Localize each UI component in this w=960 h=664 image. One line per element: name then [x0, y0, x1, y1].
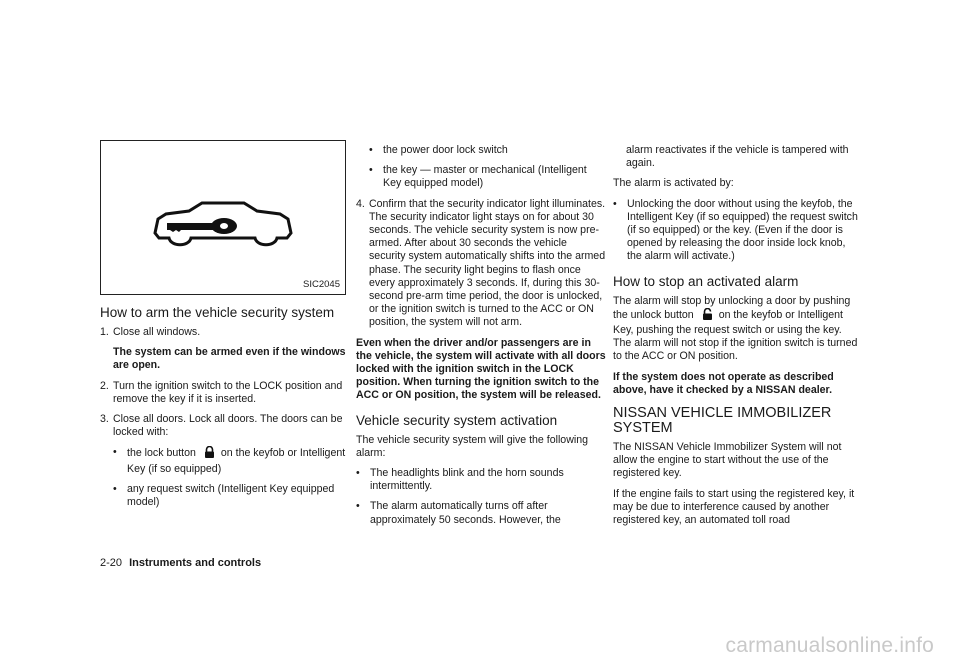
warning-paragraph: Even when the driver and/or passengers are in the vehicle, the system will activate with all doors locked with the ignition switch in the LOCK position. When turning the ignition switch to the ACC or ON position, the system will be released.: [356, 336, 606, 402]
step-3: 3. Close all doors. Lock all doors. The doors can be locked with:: [100, 413, 343, 439]
step-1: 1. Close all windows.: [100, 326, 201, 338]
list-item: • the key — master or mechanical (Intelligent Key equipped model): [369, 164, 587, 190]
page-number: 2-20: [100, 557, 123, 569]
step-2: 2. Turn the ignition switch to the LOCK position and remove the key if it is inserted.: [100, 379, 343, 405]
column-1: [100, 140, 350, 516]
security-figure: [100, 140, 346, 295]
continuation-text: alarm reactivates if the vehicle is tampered with again.: [626, 144, 849, 170]
column-3: [613, 144, 861, 534]
list-item: • the lock button on the keyfob or Intelligent Key (if so equipped): [113, 446, 346, 475]
car-key-icon: [101, 141, 345, 294]
section-heading-immobilizer: NISSAN VEHICLE IMMOBILIZER SYSTEM: [613, 405, 832, 437]
step-1-note: The system can be armed even if the windows are open.: [113, 346, 346, 372]
dealer-note: If the system does not operate as described above, have it checked by a NISSAN dealer.: [613, 370, 834, 396]
section-name: Instruments and controls: [129, 557, 262, 569]
alarm-intro: The vehicle security system will give the following alarm:: [356, 433, 588, 459]
activated-by: The alarm is activated by:: [613, 177, 734, 190]
unlock-icon: [702, 308, 713, 324]
section-heading-arm: How to arm the vehicle security system: [100, 305, 335, 320]
lock-icon: [204, 446, 215, 462]
immobilizer-paragraph-2: If the engine fails to start using the registered key, it may be due to interference caused by another registered key, an automated toll road: [613, 487, 855, 527]
page-footer: [100, 557, 261, 569]
step-4: 4. Confirm that the security indicator light illuminates. The security indicator light stays on for about 30 seconds. The vehicle security system is now pre-armed. After about 30 seconds the vehicle security system automatically shifts into the armed phase. The security light begins to flash once every approximately 3 seconds. If, during this 30-second pre-arm time period, the door is unlocked, or the ignition switch is turned to the ACC or ON position, the system will not arm.: [356, 197, 606, 329]
figure-code: SIC2045: [303, 278, 340, 290]
list-item: • The headlights blink and the horn sounds intermittently.: [356, 467, 564, 493]
stop-paragraph: The alarm will stop by unlocking a door by pushing the unlock button on the keyfob or Intelligent Key, pushing the request switch or using the key. The alarm will not stop if the ignition switch is turned to the ACC or ON position.: [613, 294, 858, 363]
list-item: • The alarm automatically turns off after approximately 50 seconds. However, the: [356, 500, 561, 526]
column-2: [356, 144, 606, 534]
watermark: carmanualsonline.info: [725, 634, 934, 657]
list-item: • the power door lock switch: [369, 144, 508, 156]
section-heading-activation: Vehicle security system activation: [356, 412, 558, 428]
list-item: • Unlocking the door without using the keyfob, the Intelligent Key (if so equipped) the request switch (if so equipped) or the key. (Even if the door is opened by releasing the door inside lock knob, the alarm will activate.): [613, 197, 858, 263]
list-item: • any request switch (Intelligent Key equipped model): [113, 482, 335, 509]
section-heading-stop: How to stop an activated alarm: [613, 273, 799, 289]
immobilizer-paragraph-1: The NISSAN Vehicle Immobilizer System will not allow the engine to start without the use of the registered key.: [613, 441, 842, 480]
